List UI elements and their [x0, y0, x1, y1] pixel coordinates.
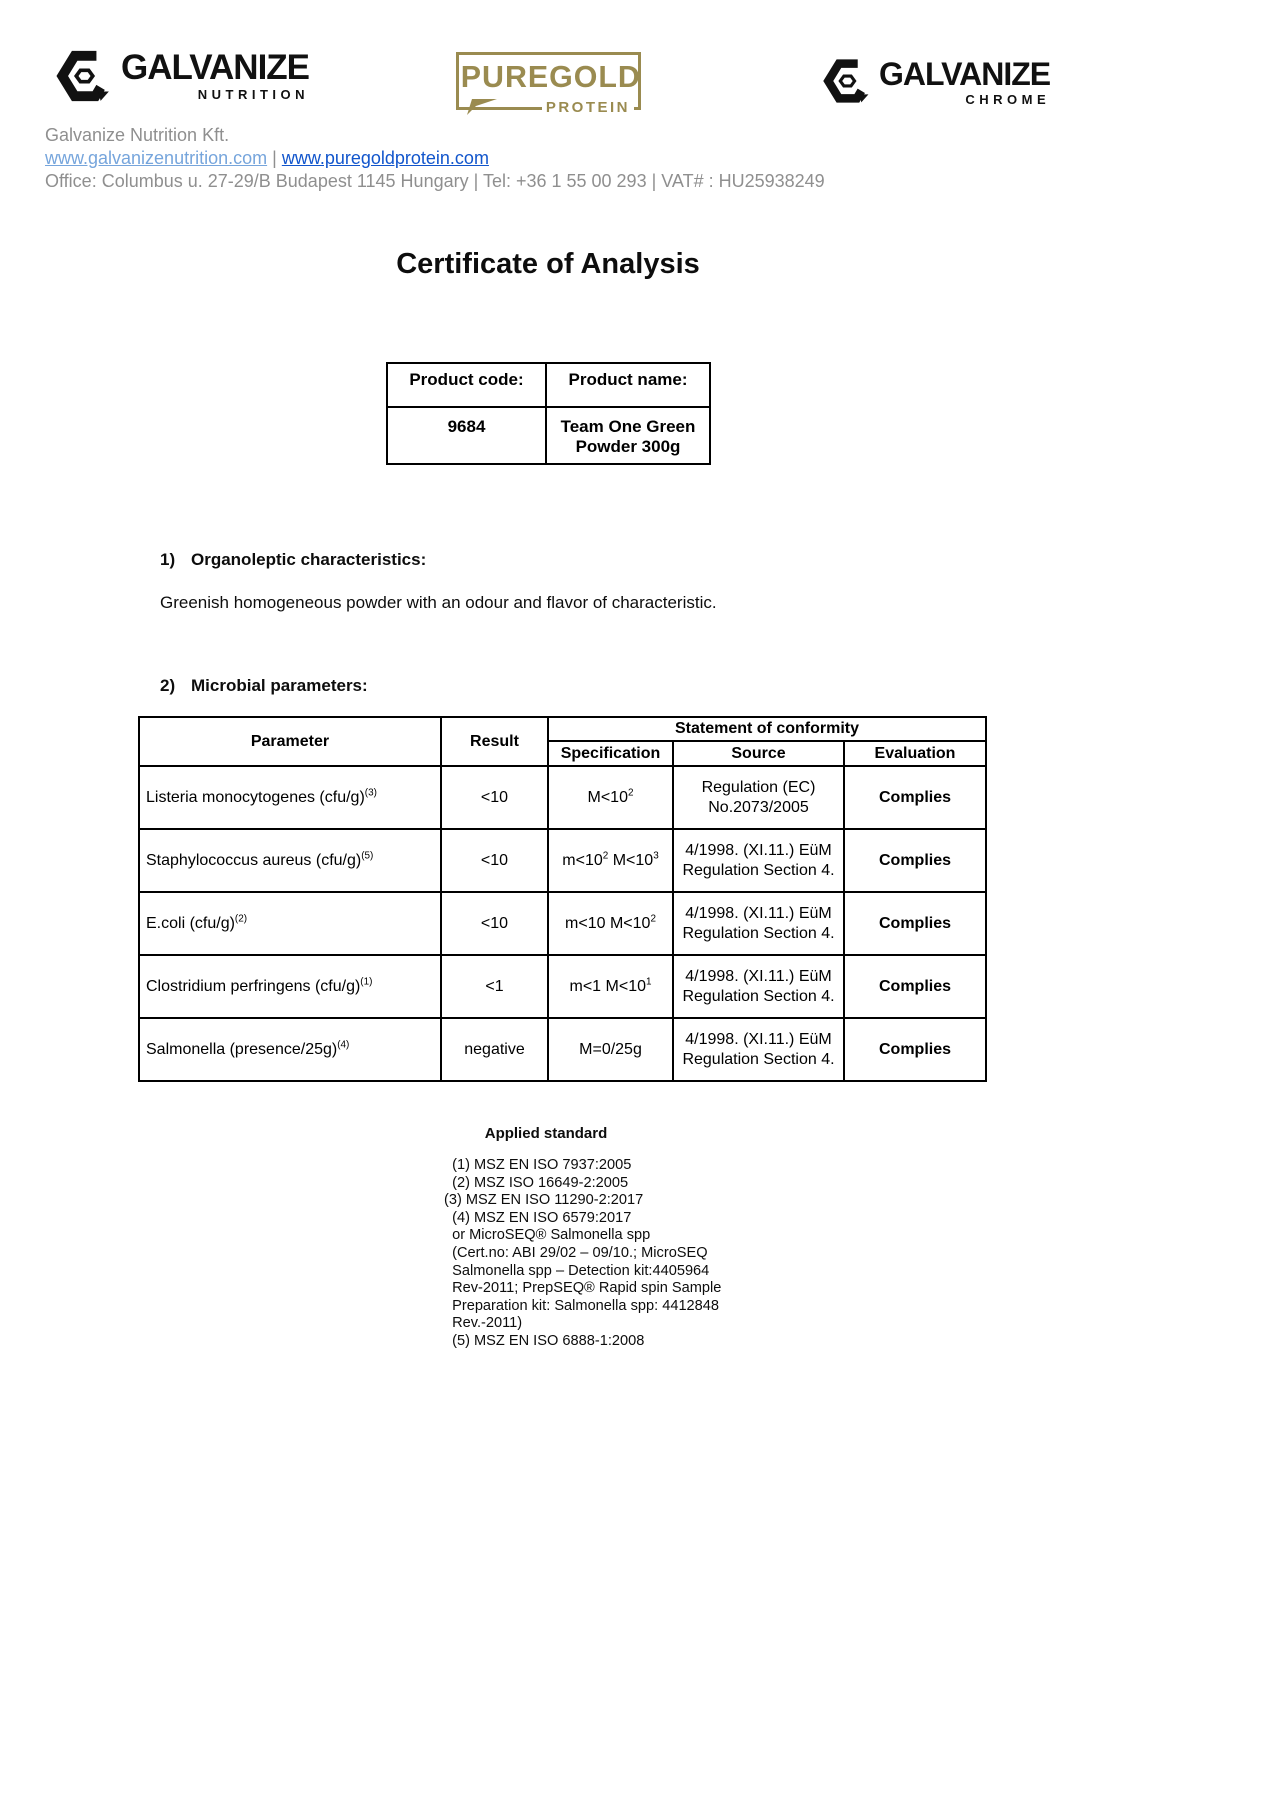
puregold-tail-icon: [467, 99, 497, 120]
product-code-value: 9684: [387, 407, 546, 464]
applied-standard-title: Applied standard: [484, 1125, 608, 1142]
table-row: [139, 892, 986, 955]
product-name-value: Team One Green Powder 300g: [546, 407, 710, 464]
applied-standard-line: (2) MSZ ISO 16649-2:2005: [444, 1174, 629, 1191]
galvanize-chrome-sub-text: CHROME: [965, 92, 1051, 107]
parameter-cell: Clostridium perfringens $(cfu/g)^{(1)}$: [139, 955, 441, 1018]
result-cell: negative: [441, 1018, 548, 1081]
result-cell: <1: [441, 955, 548, 1018]
applied-standard-line: Preparation kit: Salmonella spp: 4412848: [444, 1297, 720, 1314]
section-1-heading: [160, 550, 426, 570]
microbial-table-header-row-1: [139, 717, 986, 741]
evaluation-cell: Complies: [844, 955, 986, 1018]
section-2-number: 2): [160, 676, 176, 695]
specification-column-header: Specification: [548, 741, 673, 766]
section-2-heading: [160, 676, 368, 696]
source-column-header: Source: [673, 741, 844, 766]
product-name-header: Product name:: [546, 363, 710, 407]
puregoldprotein-link[interactable]: www.puregoldprotein.com: [281, 148, 489, 168]
galvanize-nutrition-brand-text: GALVANIZE: [121, 48, 310, 87]
source-cell: Regulation (EC) No.2073/2005: [673, 766, 844, 829]
table-row: [139, 955, 986, 1018]
parameter-cell: Salmonella (presence/25g)$^{(4)}$: [139, 1018, 441, 1081]
applied-standard-line: (1) MSZ EN ISO 7937:2005: [444, 1157, 632, 1173]
source-cell: 4/1998. (XI.11.) EüM Regulation Section 4.: [673, 892, 844, 955]
galvanize-hexagon-icon: [55, 50, 113, 107]
puregold-sub-text: PROTEIN: [542, 99, 634, 116]
applied-standard-line: Salmonella spp – Detection kit:4405964: [444, 1262, 710, 1279]
source-cell: 4/1998. (XI.11.) EüM Regulation Section 4.: [673, 955, 844, 1018]
product-table-value-row: [387, 407, 710, 464]
contact-block: [45, 124, 825, 193]
galvanize-chrome-brand-text: GALVANIZE: [879, 56, 1051, 92]
section-1-title: Organoleptic characteristics:: [191, 550, 427, 569]
specification-cell: $m<10^2$ $M<10^3$: [548, 829, 673, 892]
microbial-table-body: [139, 766, 986, 1081]
microbial-table: [138, 716, 987, 1082]
evaluation-cell: Complies: [844, 766, 986, 829]
applied-standard-line: (3) MSZ EN ISO 11290-2:2017: [444, 1192, 644, 1209]
specification-cell: M=0/25g: [548, 1018, 673, 1081]
applied-standard-line: (5) MSZ EN ISO 6888-1:2008: [444, 1332, 645, 1349]
evaluation-cell: Complies: [844, 829, 986, 892]
puregold-brand-text: PUREGOLD: [460, 59, 641, 94]
parameter-cell: Listeria monocytogenes $(cfu/g)^{(3)}$: [139, 766, 441, 829]
company-name: Galvanize Nutrition Kft.: [45, 125, 230, 145]
applied-standard-line: (4) MSZ EN ISO 6579:2017: [444, 1209, 632, 1226]
office-line: Office: Columbus u. 27-29/B Budapest 1145 Hungary | Tel: +36 1 55 00 293 | VAT# : HU25938249: [45, 171, 825, 191]
parameter-cell: E.coli $(cfu/g)^{(2)}$: [139, 892, 441, 955]
specification-cell: m<1 $M<10^1$: [548, 955, 673, 1018]
applied-standard-line: (Cert.no: ABI 29/02 – 09/10.; MicroSEQ: [444, 1244, 708, 1261]
result-cell: <10: [441, 766, 548, 829]
applied-standard-line: or MicroSEQ® Salmonella spp: [444, 1227, 651, 1244]
galvanize-hexagon-icon: [822, 58, 872, 109]
page-title: Certificate of Analysis: [396, 248, 700, 280]
result-cell: <10: [441, 829, 548, 892]
evaluation-cell: Complies: [844, 892, 986, 955]
galvanize-nutrition-logo: [55, 50, 309, 107]
table-row: [139, 829, 986, 892]
parameter-cell: Staphylococcus aureus $(cfu/g)^{(5)}$: [139, 829, 441, 892]
evaluation-column-header: Evaluation: [844, 741, 986, 766]
galvanizenutrition-link[interactable]: www.galvanizenutrition.com: [45, 148, 268, 168]
link-separator: |: [272, 148, 277, 168]
puregold-protein-logo: [456, 52, 641, 116]
product-table-header-row: [387, 363, 710, 407]
section-1-number: 1): [160, 550, 176, 569]
organoleptic-description: Greenish homogeneous powder with an odour and flavor of characteristic.: [160, 593, 717, 612]
applied-standard-line: Rev.-2011): [444, 1315, 523, 1332]
conformity-column-header: Statement of conformity: [548, 717, 986, 741]
product-code-header: Product code:: [387, 363, 546, 407]
website-links-line: [45, 147, 825, 170]
applied-standard-line: Rev-2011; PrepSEQ® Rapid spin Sample: [444, 1280, 722, 1297]
result-column-header: Result: [441, 717, 548, 766]
specification-cell: $M<10^2$: [548, 766, 673, 829]
result-cell: <10: [441, 892, 548, 955]
source-cell: 4/1998. (XI.11.) EüM Regulation Section 4.: [673, 829, 844, 892]
evaluation-cell: Complies: [844, 1018, 986, 1081]
table-row: [139, 1018, 986, 1081]
section-2-title: Microbial parameters:: [191, 676, 368, 695]
parameter-column-header: Parameter: [139, 717, 441, 766]
galvanize-chrome-logo: [822, 58, 1050, 109]
applied-standard-lines: [444, 1157, 721, 1351]
specification-cell: m<10 $M<10^2$: [548, 892, 673, 955]
source-cell: 4/1998. (XI.11.) EüM Regulation Section 4.: [673, 1018, 844, 1081]
galvanize-nutrition-sub-text: NUTRITION: [197, 87, 310, 102]
table-row: [139, 766, 986, 829]
product-table: [386, 362, 711, 465]
